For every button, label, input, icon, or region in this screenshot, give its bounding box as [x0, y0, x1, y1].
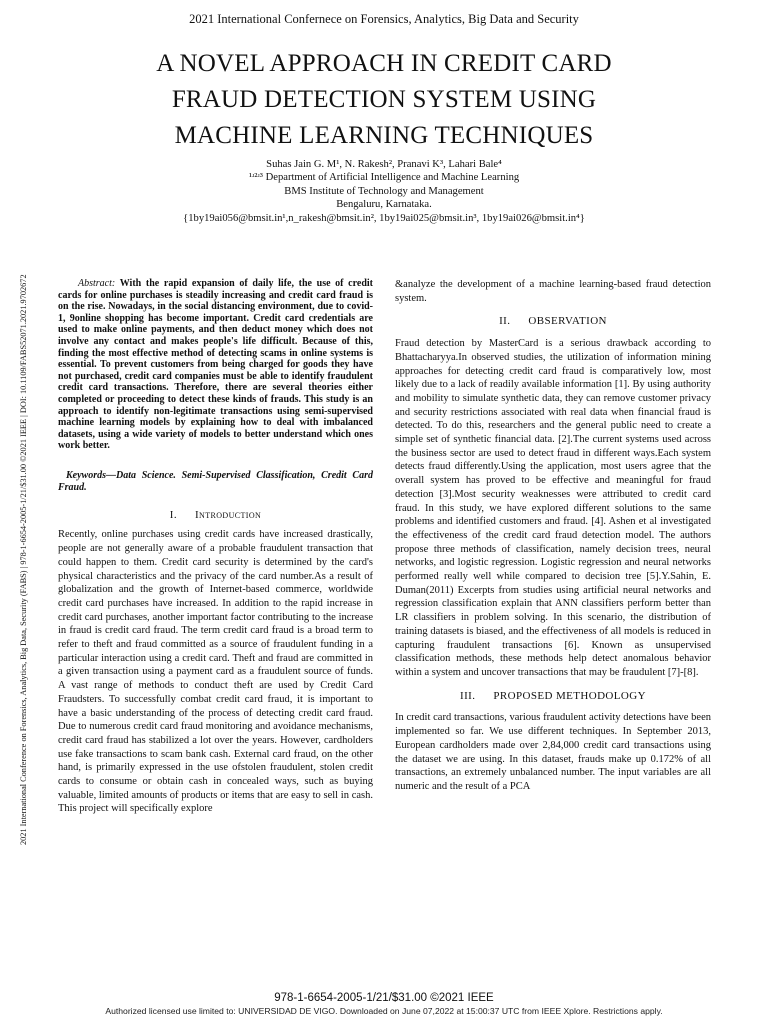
right-column	[395, 278, 711, 804]
title-line-1: A NOVEL APPROACH IN CREDIT CARD	[156, 50, 612, 77]
section-number: I.	[169, 508, 177, 521]
section-number: II.	[499, 315, 511, 328]
section-number: III.	[460, 689, 476, 702]
abstract-text: With the rapid expansion of daily life, the use of credit cards for online purchases is steadily increasing and credit card fraud is on the rise. Nowadays, in the social distancing environment, due to covid-1, 9online shopping has become important. Credit card credentials are used to make online payments, and then deduct money which does not involve any contact and makes people's life difficult. Because of this, finding the most effective method of detecting scams in online systems is essential. To prevent customers from being charged for goods they have not purchased, credit card companies must be able to identify fraudulent credit card transactions. Therefore, there are several theories either completed or proceeding to detect these kinds of frauds. This study is an approach to identify non-legitimate transactions using semi-supervised machine learning models by explaining how to deal with imbalanced datasets, using a wide variety of models to better understand which ones work better.	[58, 278, 373, 452]
footer-license: Authorized licensed use limited to: UNIVERSIDAD DE VIGO. Downloaded on June 07,2022 at 15:00:37 UTC from IEEE Xplore. Restrictions apply.	[105, 1006, 663, 1016]
footer-price: 978-1-6654-2005-1/21/$31.00 ©2021 IEEE	[274, 992, 494, 1004]
author-names: Suhas Jain G. M¹, N. Rakesh², Pranavi K³, Lahari Bale⁴	[266, 159, 502, 170]
author-emails: {1by19ai056@bmsit.in¹,n_rakesh@bmsit.in², 1by19ai025@bmsit.in³, 1by19ai026@bmsit.in⁴}	[183, 212, 585, 224]
author-institute: BMS Institute of Technology and Management	[284, 185, 484, 197]
section-title: Introduction	[194, 508, 262, 521]
introduction-continuation: &analyze the development of a machine learning-based fraud detection system.	[395, 279, 711, 304]
title-line-3: MACHINE LEARNING TECHNIQUES	[174, 122, 594, 149]
section-heading-introduction	[58, 509, 373, 523]
methodology-text: In credit card transactions, various fraudulent activity detections have been implemented so far. We use different techniques. In September 2013, European cardholders made over 2,84,000 credit card transactions using the dataset we are using. In this dataset, frauds make up 0.172% of all transactions, an extremely unbalanced number. The input variables are all numeric and the result of a PCA	[395, 712, 711, 792]
abstract	[58, 278, 373, 452]
conference-header: 2021 International Confernece on Forensics, Analytics, Big Data and Security	[189, 12, 579, 26]
side-margin-citation	[12, 180, 26, 845]
left-column	[58, 278, 373, 816]
introduction-text: Recently, online purchases using credit cards have increased drastically, people are not generally aware of a probable fraudulent transaction that could happen to them. Credit card security is determined by the card's physical characteristics and the privacy of the card number.As a result of globalization and the growth of Internet-based commerce, worldwide credit card purchases have increased. In addition to the rapid increase in credit card purchases, another important factor contributing to the increase in fraud is credit card fraud. The term credit card fraud is a broad term to refer to theft and fraud committed as a source of fraudulent funding in a particular interaction using a credit card. Theft and fraud are committed in a given transaction using a payment card as a fraudulent source of funds. A vast range of methods to conduct theft are used by Credit Card Fraudsters. To successfully combat credit card fraud, it is important to have a basic understanding of the process of detecting credit card fraud. Due to numerous credit card fraud monitoring and avoidance mechanisms, credit card fraud has stabilized a lot over the years. However, cardholders use fake transactions to scam bank cash. External card fraud, on the other hand, is primarily expressed in the use ofstolen fraudulent, stolen credit cards to consume or obtain cash in concealed ways, such as buying valuable, limited amounts of products or items that are easy to sell in cash. This project will specifically explore	[58, 529, 373, 815]
observation-text: Fraud detection by MasterCard is a serious drawback according to Bhattacharyya.In observed studies, the utilization of information mining approaches for detecting credit card fraud is comparatively low, most likely due to a lack of readily available information [1]. By using authority and mobility to simulate synthetic data, they can remove customer privacy and security restrictions associated with real data when financial fraud is detected. To do this, researchers and the general public need to create a simple set of synthetic financial data. [2].The current systems used across the business sector are used to detect fraud in different ways.Each system detects fraud differently.Using the application, most users agree that the overall system has proved to be effective and meaningful for fraud detection [3].Most security weaknesses were attributed to credit card fraud. In this study, we have explored different solutions to the same problems and identified customers and fraud. [4]. Ashen et al investigated the effectiveness of the credit card fraud detection model. The authors propose three methods of classification, namely decision trees, neural networks, and logistic regression. Logistic regression and neural networks performed really well while compared to decision tree [5].Y.Sahin, E. Duman(2011) Excerpts from studies using artificial neural networks and regression classification explain that ANN classifiers perform better than LR classifiers in problem solving. In this scenario, the distribution of training datasets is biased, and the effectiveness of all models is reduced in capturing fraudulent transactions [6]. Known as unsupervised classification methods, these methods help detect anomalous behavior within a system and uncover transactions that may be fraudulent [7]-[8].	[395, 338, 711, 678]
paper-title	[60, 46, 708, 154]
side-citation-text: 2021 International Conference on Forensics, Analytics, Big Data, Security (FABS) | 978-1-6654-2005-1/21/$31.00 ©2021 IEEE | DOI: 10.1109/FABS52071.2021.9702672	[19, 274, 28, 845]
keywords: Keywords—Data Science. Semi-Supervised Classification, Credit Card Fraud.	[58, 469, 373, 494]
section-heading-methodology	[395, 690, 711, 704]
abstract-lead: Abstract:	[78, 278, 116, 289]
section-title: OBSERVATION	[528, 315, 607, 328]
author-location: Bengaluru, Karnataka.	[336, 199, 432, 211]
title-line-2: FRAUD DETECTION SYSTEM USING	[171, 86, 597, 113]
section-title: PROPOSED METHODOLOGY	[493, 689, 646, 702]
author-department: ¹ʴ²ʴ³ Department of Artificial Intelligence and Machine Learning	[248, 172, 520, 184]
author-block	[100, 158, 668, 225]
section-heading-observation	[395, 315, 711, 329]
